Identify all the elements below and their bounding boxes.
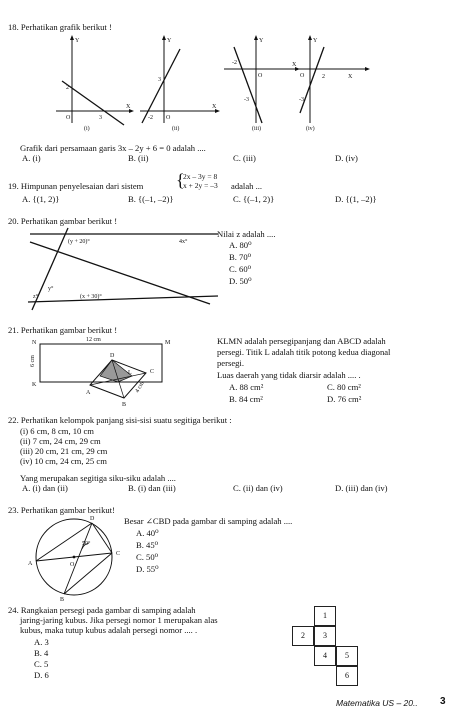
q21-stem: 21. Perhatikan gambar berikut ! (8, 325, 118, 335)
q24-line2: jaring-jaring kubus. Jika persegi nomor 1 merupakan alas (20, 615, 218, 625)
q21-option-a[interactable]: A. 88 cm² (229, 382, 264, 392)
q20-stem: 20. Perhatikan gambar berikut ! (8, 216, 118, 226)
q18-question: Grafik dari persamaan garis 3x – 2y + 6 = 0 adalah .... (20, 143, 206, 153)
g4-x-int: 2 (322, 74, 325, 80)
g3-y-label: Y (259, 38, 264, 44)
q21-para3: persegi. (217, 358, 244, 368)
q22-item-1: (i) 6 cm, 8 cm, 10 cm (20, 426, 94, 436)
q21-dim-left: 6 cm (30, 355, 36, 367)
footer-subject: Matematika US – 20.. (336, 698, 418, 708)
q24-option-a[interactable]: A. 3 (34, 637, 49, 647)
q18-graph-iv (290, 33, 380, 133)
net-square-1: 1 (314, 606, 336, 626)
g3-x-int: -2 (232, 60, 237, 66)
q18-graph-i (52, 33, 142, 133)
q21-label-a: A (86, 390, 91, 396)
g2-x-label: X (212, 104, 217, 110)
q20-label-c: z° (33, 294, 39, 300)
q21-option-c[interactable]: C. 80 cm² (327, 382, 361, 392)
g1-origin: O (66, 115, 71, 121)
q20-label-b: 4x° (179, 239, 188, 245)
q21-label-n: N (32, 340, 37, 346)
q20-figure (20, 226, 220, 314)
g1-x-int: 3 (99, 115, 102, 121)
g2-y-label: Y (167, 38, 172, 44)
q19-brace: { (176, 170, 185, 190)
q22-option-d[interactable]: D. (iii) dan (iv) (335, 483, 388, 493)
q19-option-c[interactable]: C. {(–1, 2)} (233, 194, 275, 204)
g1-y-label: Y (75, 38, 80, 44)
g2-y-int: 3 (158, 77, 161, 83)
net-square-6: 6 (336, 666, 358, 686)
q20-option-c[interactable]: C. 60⁰ (229, 264, 252, 274)
q22-stem: 22. Perhatikan kelompok panjang sisi-sisi suatu segitiga berikut : (8, 415, 232, 425)
q20-question: Nilai z adalah .... (217, 229, 276, 239)
q22-option-a[interactable]: A. (i) dan (ii) (22, 483, 68, 493)
g2-origin: O (166, 115, 171, 121)
q21-question: Luas daerah yang tidak diarsir adalah .... . (217, 370, 361, 380)
q22-item-3: (iii) 20 cm, 21 cm, 29 cm (20, 446, 108, 456)
q22-item-2: (ii) 7 cm, 24 cm, 29 cm (20, 436, 101, 446)
q22-item-4: (iv) 10 cm, 24 cm, 25 cm (20, 456, 107, 466)
q21-figure (20, 336, 190, 406)
q18-graph-ii (136, 33, 226, 133)
q20-option-a[interactable]: A. 80⁰ (229, 240, 252, 250)
q19-option-b[interactable]: B. {(–1, –2)} (128, 194, 174, 204)
q23-label-o: O (70, 562, 75, 568)
g4-y-label: Y (313, 38, 318, 44)
net-square-5: 5 (336, 646, 358, 666)
g3-x-label: X (292, 62, 297, 68)
q23-label-b: B (60, 597, 65, 603)
q24-option-b[interactable]: B. 4 (34, 648, 49, 658)
q21-dim-diag: 4 cm (134, 380, 146, 394)
q20-label-a: (y + 20)° (68, 239, 90, 245)
g4-origin: O (300, 73, 305, 79)
q22-option-c[interactable]: C. (ii) dan (iv) (233, 483, 283, 493)
g3-y-int: -3 (244, 97, 249, 103)
q21-dim-top: 12 cm (86, 337, 101, 343)
q21-para2: persegi. Titik L adalah titik potong kedua diagonal (217, 347, 391, 357)
q23-question: Besar ∠CBD pada gambar di samping adalah .... (124, 516, 293, 526)
q18-stem: 18. Perhatikan grafik berikut ! (8, 22, 112, 32)
q19-stem-post: adalah ... (231, 181, 263, 191)
q23-label-a: A (28, 561, 33, 567)
q21-option-d[interactable]: D. 76 cm² (327, 394, 362, 404)
q19-eq1: 2x – 3y = 8 (183, 172, 218, 181)
q18-option-b[interactable]: B. (ii) (128, 153, 149, 163)
g2-x-int: -2 (148, 115, 153, 121)
q20-option-b[interactable]: B. 70⁰ (229, 252, 252, 262)
q19-stem: 19. Himpunan penyelesaian dari sistem (8, 181, 144, 191)
g1-x-label: X (126, 104, 131, 110)
q24-line3: kubus, maka tutup kubus adalah persegi nomor .... . (20, 625, 198, 635)
q24-line1: 24. Rangkaian persegi pada gambar di samping adalah (8, 605, 196, 615)
net-square-3: 3 (314, 626, 336, 646)
q24-cube-net (292, 606, 372, 690)
q23-figure (26, 515, 136, 603)
q20-label-d: y° (48, 286, 54, 292)
q23-option-c[interactable]: C. 50⁰ (136, 552, 159, 562)
q23-option-a[interactable]: A. 40⁰ (136, 528, 159, 538)
q23-label-c: C (116, 551, 121, 557)
q21-label-d: D (110, 353, 115, 359)
q20-option-d[interactable]: D. 50⁰ (229, 276, 252, 286)
q19-eq2: x + 2y = –3 (183, 181, 218, 190)
q24-option-c[interactable]: C. 5 (34, 659, 49, 669)
net-square-2: 2 (292, 626, 314, 646)
q23-option-b[interactable]: B. 45⁰ (136, 540, 159, 550)
g4-x-label: X (348, 74, 353, 80)
net-square-4: 4 (314, 646, 336, 666)
q20-label-e: (x + 30)° (80, 294, 102, 300)
q18-option-a[interactable]: A. (i) (22, 153, 41, 163)
q21-label-c: C (150, 369, 155, 375)
g3-origin: O (258, 73, 263, 79)
g1-tag: (i) (84, 126, 90, 132)
g4-tag: (iv) (306, 126, 315, 132)
q21-para1: KLMN adalah persegipanjang dan ABCD adalah (217, 336, 386, 346)
page-number: 3 (440, 696, 446, 707)
q18-option-d[interactable]: D. (iv) (335, 153, 358, 163)
g4-y-int: -3 (299, 97, 304, 103)
q21-label-l: L (128, 370, 132, 376)
g2-tag: (ii) (172, 126, 180, 132)
q23-option-d[interactable]: D. 55⁰ (136, 564, 159, 574)
q23-label-d: D (90, 516, 95, 522)
q21-option-b[interactable]: B. 84 cm² (229, 394, 263, 404)
q18-option-c[interactable]: C. (iii) (233, 153, 256, 163)
q22-question: Yang merupakan segitiga siku-siku adalah .... (20, 473, 176, 483)
g3-tag: (iii) (252, 126, 261, 132)
q19-option-d[interactable]: D. {(1, –2)} (335, 194, 377, 204)
q19-option-a[interactable]: A. {(1, 2)} (22, 194, 60, 204)
q21-label-k: K (32, 382, 37, 388)
q22-option-b[interactable]: B. (i) dan (iii) (128, 483, 176, 493)
q23-stem: 23. Perhatikan gambar berikut! (8, 505, 115, 515)
g1-y-int: 2 (66, 85, 69, 91)
q23-angle: 50° (82, 541, 91, 547)
q24-option-d[interactable]: D. 6 (34, 670, 49, 680)
q21-label-b: B (122, 402, 127, 408)
q21-label-m: M (165, 340, 171, 346)
